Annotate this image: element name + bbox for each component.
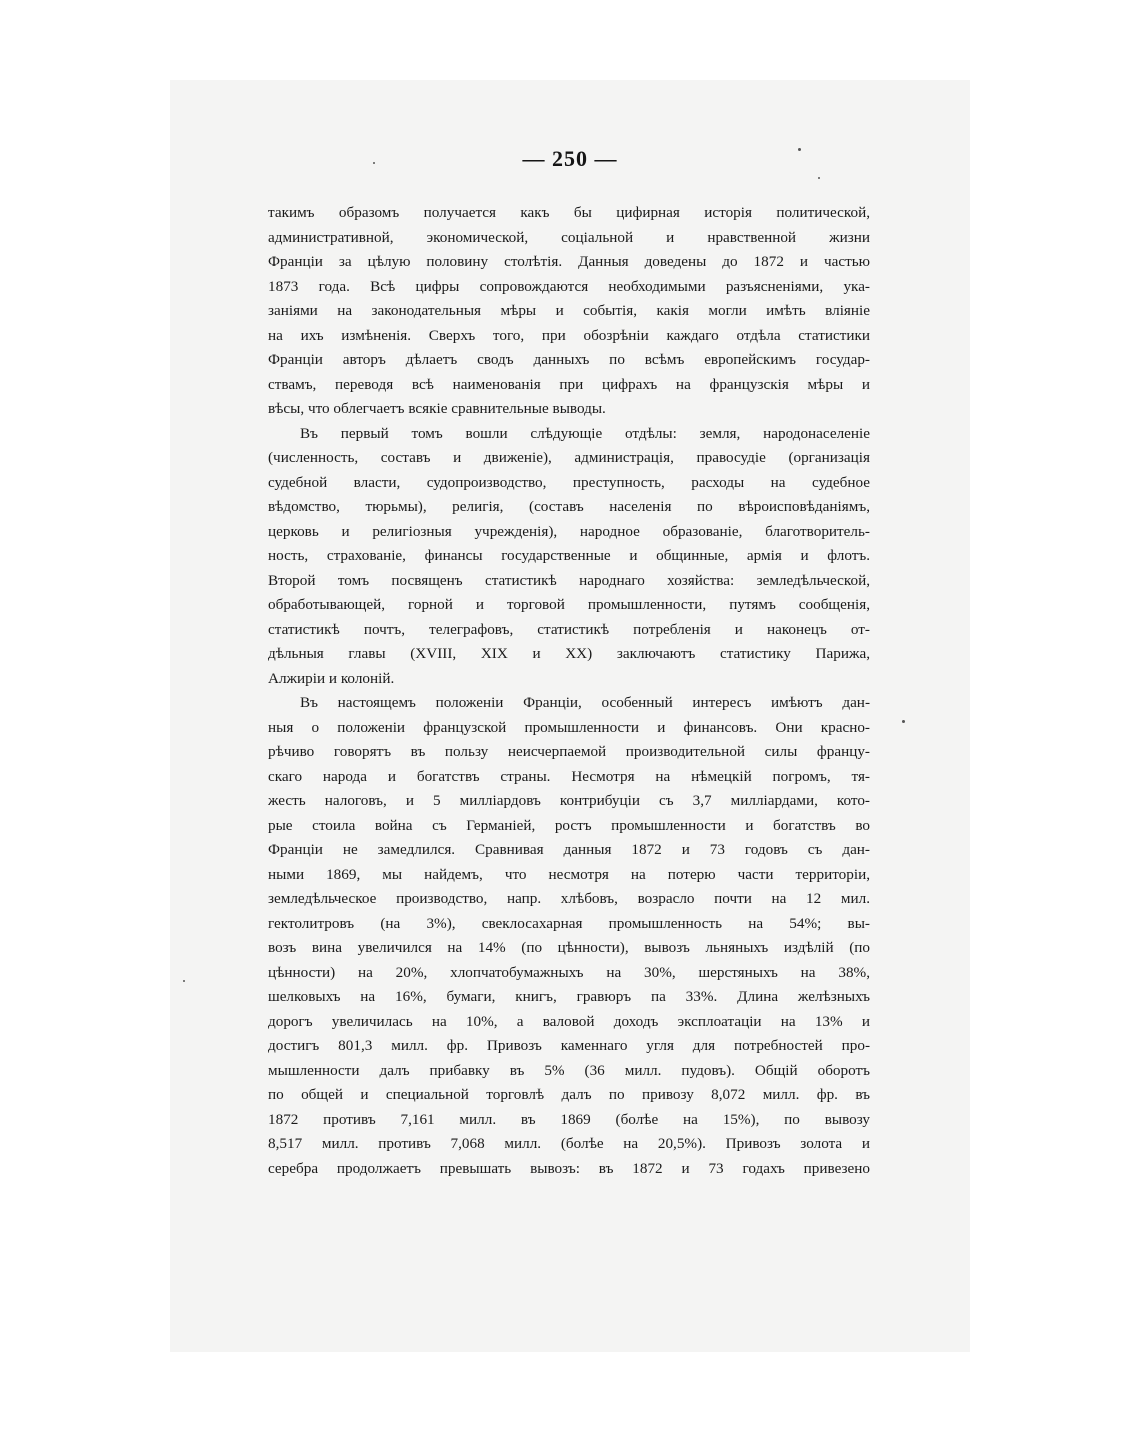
text-line: такимъ образомъ получается какъ бы цифирная исторія политической, bbox=[268, 204, 870, 221]
text-line: заніями на законодательныя мѣры и событія, какія могли имѣть вліяніе bbox=[268, 302, 870, 319]
text-line: вѣдомство, тюрьмы), религія, (составъ населенія по вѣроисповѣданіямъ, bbox=[268, 498, 870, 515]
text-line: 1872 противъ 7,161 милл. въ 1869 (болѣе на 15%), по вывозу bbox=[268, 1110, 870, 1128]
text-line: Алжиріи и колоній. bbox=[268, 669, 395, 687]
text-line: возъ вина увеличился на 14% (по цѣнности), вывозъ льняныхъ издѣлій (по bbox=[268, 939, 870, 956]
text-line: ными 1869, мы найдемъ, что несмотря на потерю части территоріи, bbox=[268, 865, 870, 883]
paragraph bbox=[268, 201, 870, 422]
text-line: статистикѣ почтъ, телеграфовъ, статистикѣ потребленія и наконецъ от- bbox=[268, 620, 870, 638]
text-line: Франціи авторъ дѣлаетъ сводъ данныхъ по всѣмъ европейскимъ государ- bbox=[268, 351, 870, 368]
text-line: ныя о положеніи французской промышленности и финансовъ. Они красно- bbox=[268, 718, 870, 736]
text-line: административной, экономической, соціальной и нравственной жизни bbox=[268, 228, 870, 246]
text-line: Въ первый томъ вошли слѣдующіе отдѣлы: земля, народонаселеніе bbox=[300, 424, 870, 442]
text-line: ствамъ, переводя всѣ наименованія при цифрахъ на французскія мѣры и bbox=[268, 375, 870, 393]
text-line: 8,517 милл. противъ 7,068 милл. (болѣе на 20,5%). Привозъ золота и bbox=[268, 1135, 870, 1152]
text-line: по общей и специальной торговлѣ далъ по привозу 8,072 милл. фр. въ bbox=[268, 1086, 870, 1103]
text-line: гектолитровъ (на 3%), свеклосахарная промышленность на 54%; вы- bbox=[268, 914, 870, 932]
text-line: вѣсы, что облегчаетъ всякіе сравнительные выводы. bbox=[268, 400, 606, 417]
text-line: на ихъ измѣненія. Сверхъ того, при обозрѣніи каждаго отдѣла статистики bbox=[268, 326, 870, 344]
text-line: Франціи не замедлился. Сравнивая данныя 1872 и 73 годовъ съ дан- bbox=[268, 841, 870, 858]
text-line: шелковыхъ на 16%, бумаги, книгъ, гравюръ па 33%. Длина желѣзныхъ bbox=[268, 988, 870, 1005]
text-line: дѣльныя главы (XVIII, XIX и XX) заключаютъ статистику Парижа, bbox=[268, 645, 870, 662]
text-line: достигъ 801,3 милл. фр. Привозъ каменнаго угля для потребностей про- bbox=[268, 1037, 870, 1054]
text-line: церковь и религіозныя учрежденія), народное образованіе, благотворитель- bbox=[268, 522, 870, 540]
text-line: скаго народа и богатствъ страны. Несмотря на нѣмецкій погромъ, тя- bbox=[268, 767, 870, 785]
paragraph bbox=[268, 691, 870, 1181]
text-line: ность, страхованіе, финансы государственные и общинные, армія и флотъ. bbox=[268, 547, 870, 564]
text-line: Въ настоящемъ положеніи Франціи, особенный интересъ имѣютъ дан- bbox=[300, 694, 870, 711]
text-line: (численность, составъ и движеніе), администрація, правосудіе (организація bbox=[268, 449, 870, 466]
text-line: рѣчиво говорятъ въ пользу неисчерпаемой производительной силы францу- bbox=[268, 743, 870, 760]
text-line: рые стоила война съ Германіей, ростъ промышленности и богатствъ во bbox=[268, 816, 870, 834]
text-line: судебной власти, судопроизводство, преступность, расходы на судебное bbox=[268, 473, 870, 491]
text-line: жесть налоговъ, и 5 милліардовъ контрибуціи съ 3,7 милліардами, кото- bbox=[268, 792, 870, 809]
scan-speck bbox=[818, 177, 820, 179]
text-line: мышленности далъ прибавку въ 5% (36 милл. пудовъ). Общій оборотъ bbox=[268, 1061, 870, 1079]
scan-speck bbox=[902, 720, 905, 723]
text-line: 1873 года. Всѣ цифры сопровождаются необходимыми разъясненіями, ука- bbox=[268, 277, 870, 295]
paragraph bbox=[268, 422, 870, 692]
text-line: Второй томъ посвященъ статистикѣ народнаго хозяйства: земледѣльческой, bbox=[268, 571, 870, 589]
scan-speck bbox=[183, 980, 185, 982]
text-line: цѣнности) на 20%, хлопчатобумажныхъ на 30%, шерстяныхъ на 38%, bbox=[268, 963, 870, 981]
page-number: — 250 — bbox=[522, 146, 618, 171]
text-line: Франціи за цѣлую половину столѣтія. Данныя доведены до 1872 и частью bbox=[268, 253, 870, 270]
body-text bbox=[268, 201, 870, 1181]
text-line: серебра продолжаетъ превышать вывозъ: въ 1872 и 73 годахъ привезено bbox=[268, 1159, 870, 1177]
text-line: земледѣльческое производство, напр. хлѣбовъ, возрасло почти на 12 мил. bbox=[268, 890, 870, 907]
text-line: обработывающей, горной и торговой промышленности, путямъ сообщенія, bbox=[268, 596, 870, 613]
text-line: дорогъ увеличилась на 10%, а валовой доходъ эксплоатаціи на 13% и bbox=[268, 1012, 870, 1030]
